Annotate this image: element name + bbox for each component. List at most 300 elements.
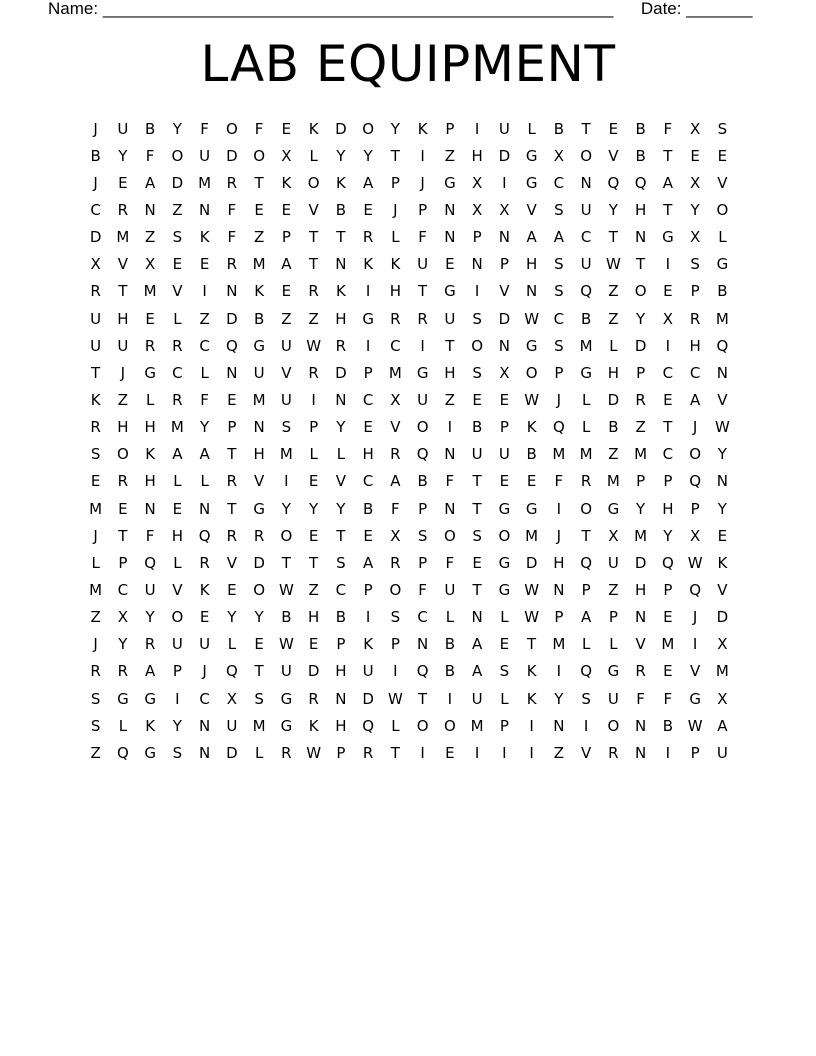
- grid-letter: Q: [416, 445, 429, 464]
- grid-letter: M: [116, 228, 130, 247]
- grid-letter: R: [117, 472, 129, 491]
- grid-letter: N: [444, 228, 456, 247]
- grid-letter: Q: [580, 553, 593, 572]
- grid-letter: D: [634, 336, 647, 355]
- grid-letter: U: [144, 580, 156, 599]
- grid-letter: N: [553, 580, 565, 599]
- grid-letter: N: [635, 716, 647, 735]
- header-line: [48, 0, 752, 20]
- grid-letter: N: [498, 228, 510, 247]
- grid-letter: L: [581, 390, 591, 409]
- grid-letter: L: [336, 445, 346, 464]
- grid-letter: R: [144, 635, 156, 654]
- grid-letter: T: [227, 445, 237, 464]
- grid-letter: S: [581, 689, 591, 708]
- grid-letter: C: [417, 608, 428, 627]
- grid-letter: X: [717, 689, 728, 708]
- grid-letter: S: [717, 119, 728, 138]
- grid-letter: X: [499, 200, 510, 219]
- grid-letter: S: [172, 228, 183, 247]
- grid-letter: P: [499, 255, 509, 274]
- grid-letter: P: [445, 119, 455, 138]
- grid-letter: Q: [144, 553, 157, 572]
- grid-letter: T: [118, 282, 128, 301]
- grid-letter: Y: [118, 635, 128, 654]
- grid-letter: P: [390, 635, 400, 654]
- grid-letter: E: [363, 200, 373, 219]
- grid-letter: S: [554, 336, 564, 355]
- grid-letter: M: [715, 662, 729, 681]
- grid-letter: Q: [634, 173, 647, 192]
- grid-letter: M: [89, 499, 103, 518]
- grid-letter: R: [90, 282, 101, 301]
- grid-letter: Q: [661, 553, 674, 572]
- grid-letter: E: [118, 173, 128, 192]
- grid-letter: E: [308, 526, 319, 545]
- grid-letter: X: [90, 255, 101, 274]
- grid-letter: X: [608, 526, 619, 545]
- grid-letter: E: [445, 743, 455, 762]
- grid-letter: N: [199, 200, 211, 219]
- grid-letter: I: [175, 689, 180, 708]
- grid-letter: Y: [254, 608, 264, 627]
- grid-letter: V: [226, 553, 237, 572]
- grid-letter: Y: [690, 200, 700, 219]
- grid-letter: K: [145, 716, 156, 735]
- grid-letter: H: [171, 526, 184, 545]
- grid-letter: D: [253, 553, 265, 572]
- grid-letter: Z: [281, 309, 292, 328]
- grid-letter: O: [171, 146, 184, 165]
- grid-letter: G: [498, 580, 511, 599]
- grid-letter: N: [199, 743, 211, 762]
- grid-letter: G: [498, 553, 511, 572]
- grid-letter: L: [718, 228, 727, 247]
- grid-letter: E: [199, 255, 210, 274]
- grid-letter: R: [226, 472, 238, 491]
- grid-letter: Z: [444, 146, 456, 165]
- grid-letter: M: [634, 526, 648, 545]
- grid-letter: M: [579, 336, 593, 355]
- grid-letter: Z: [608, 580, 619, 599]
- grid-letter: L: [309, 146, 318, 165]
- grid-letter: H: [144, 418, 156, 437]
- grid-letter: U: [471, 445, 483, 464]
- grid-letter: F: [200, 119, 209, 138]
- grid-letter: N: [444, 200, 456, 219]
- grid-letter: T: [336, 526, 346, 545]
- grid-letter: X: [471, 200, 483, 219]
- grid-letter: K: [199, 228, 210, 247]
- grid-letter: O: [225, 119, 238, 138]
- grid-letter: P: [309, 418, 319, 437]
- grid-letter: C: [362, 472, 374, 491]
- grid-letter: Y: [717, 499, 727, 518]
- grid-letter: M: [552, 635, 566, 654]
- grid-letter: M: [279, 445, 293, 464]
- grid-letter: E: [90, 472, 101, 491]
- grid-letter: R: [226, 173, 238, 192]
- grid-letter: O: [389, 580, 402, 599]
- grid-letter: V: [580, 743, 592, 762]
- grid-letter: L: [173, 309, 182, 328]
- grid-letter: L: [173, 472, 182, 491]
- grid-letter: Y: [636, 499, 646, 518]
- grid-letter: J: [93, 635, 98, 654]
- grid-letter: R: [308, 282, 319, 301]
- grid-letter: V: [172, 282, 183, 301]
- grid-letter: G: [525, 336, 538, 355]
- grid-letter: O: [307, 173, 320, 192]
- grid-letter: N: [144, 499, 156, 518]
- grid-letter: O: [471, 336, 484, 355]
- grid-letter: H: [553, 553, 565, 572]
- grid-letter: K: [526, 662, 537, 681]
- grid-letter: O: [634, 282, 647, 301]
- grid-letter: E: [254, 200, 264, 219]
- grid-letter: Z: [308, 309, 319, 328]
- grid-letter: C: [390, 336, 401, 355]
- grid-letter: E: [172, 499, 183, 518]
- grid-letter: U: [580, 255, 592, 274]
- grid-letter: U: [417, 390, 429, 409]
- grid-letter: D: [498, 309, 511, 328]
- grid-letter: L: [609, 336, 618, 355]
- grid-letter: X: [689, 228, 701, 247]
- grid-letter: K: [417, 119, 428, 138]
- grid-letter: L: [200, 363, 209, 382]
- grid-letter: S: [554, 200, 564, 219]
- grid-letter: J: [692, 608, 698, 627]
- grid-letter: Q: [362, 716, 375, 735]
- grid-letter: D: [525, 553, 538, 572]
- grid-letter: A: [390, 472, 401, 491]
- grid-letter: G: [498, 499, 511, 518]
- grid-letter: M: [252, 716, 266, 735]
- grid-letter: B: [553, 119, 565, 138]
- grid-letter: U: [117, 119, 129, 138]
- grid-letter: E: [308, 635, 319, 654]
- grid-letter: E: [717, 526, 728, 545]
- grid-letter: U: [607, 689, 619, 708]
- grid-letter: U: [199, 635, 211, 654]
- grid-letter: T: [663, 146, 673, 165]
- grid-letter: Z: [172, 200, 183, 219]
- grid-letter: L: [118, 716, 128, 735]
- grid-letter: O: [416, 716, 429, 735]
- grid-letter: H: [525, 255, 538, 274]
- grid-letter: I: [365, 336, 371, 355]
- grid-letter: Y: [717, 445, 727, 464]
- grid-letter: E: [227, 580, 237, 599]
- grid-letter: P: [336, 635, 346, 654]
- grid-letter: K: [281, 173, 292, 192]
- grid-letter: E: [499, 390, 510, 409]
- grid-letter: E: [608, 119, 619, 138]
- grid-letter: C: [199, 689, 210, 708]
- grid-letter: R: [580, 472, 592, 491]
- grid-letter: G: [117, 689, 129, 708]
- grid-letter: I: [665, 336, 671, 355]
- grid-letter: M: [552, 445, 566, 464]
- grid-letter: Y: [336, 146, 346, 165]
- grid-letter: J: [556, 526, 562, 545]
- grid-letter: A: [662, 173, 673, 192]
- grid-letter: R: [417, 309, 428, 328]
- grid-letter: E: [663, 282, 673, 301]
- grid-letter: B: [635, 146, 646, 165]
- grid-letter: R: [253, 526, 265, 545]
- grid-letter: S: [417, 526, 428, 545]
- grid-letter: R: [226, 255, 238, 274]
- grid-letter: Z: [90, 743, 101, 762]
- grid-letter: M: [170, 418, 184, 437]
- grid-letter: J: [556, 390, 562, 409]
- grid-letter: W: [687, 553, 703, 572]
- grid-letter: E: [663, 662, 673, 681]
- grid-letter: Q: [225, 662, 238, 681]
- grid-letter: L: [91, 553, 100, 572]
- grid-letter: T: [581, 526, 591, 545]
- grid-letter: M: [89, 580, 103, 599]
- grid-letter: L: [527, 119, 536, 138]
- grid-letter: I: [556, 662, 562, 681]
- grid-letter: N: [335, 390, 347, 409]
- grid-letter: L: [500, 689, 509, 708]
- grid-letter: H: [117, 418, 129, 437]
- grid-letter: I: [529, 716, 534, 735]
- grid-letter: T: [527, 635, 537, 654]
- grid-letter: O: [416, 418, 429, 437]
- grid-letter: X: [717, 635, 728, 654]
- grid-letter: I: [583, 716, 589, 735]
- grid-letter: D: [226, 743, 238, 762]
- grid-letter: T: [336, 228, 346, 247]
- grid-letter: D: [607, 390, 620, 409]
- grid-letter: P: [690, 282, 700, 301]
- grid-letter: P: [418, 200, 428, 219]
- grid-letter: P: [172, 662, 182, 681]
- grid-letter: C: [553, 309, 565, 328]
- grid-letter: O: [280, 526, 293, 545]
- grid-letter: C: [689, 363, 701, 382]
- grid-letter: C: [172, 363, 183, 382]
- grid-letter: H: [307, 608, 320, 627]
- grid-letter: I: [202, 282, 207, 301]
- grid-letter: R: [362, 228, 374, 247]
- grid-letter: C: [90, 200, 101, 219]
- grid-letter: N: [635, 228, 647, 247]
- grid-letter: E: [172, 255, 183, 274]
- grid-letter: U: [280, 662, 292, 681]
- grid-letter: T: [227, 499, 237, 518]
- grid-letter: G: [144, 363, 156, 382]
- grid-letter: T: [254, 173, 264, 192]
- grid-letter: T: [390, 146, 400, 165]
- grid-letter: B: [580, 309, 592, 328]
- grid-letter: U: [716, 743, 728, 762]
- grid-letter: M: [715, 309, 729, 328]
- grid-letter: Y: [336, 418, 346, 437]
- grid-letter: A: [553, 228, 564, 247]
- grid-letter: L: [445, 608, 455, 627]
- grid-letter: G: [144, 689, 156, 708]
- grid-letter: A: [471, 662, 483, 681]
- grid-letter: I: [502, 743, 507, 762]
- grid-letter: G: [280, 689, 293, 708]
- grid-letter: X: [144, 255, 156, 274]
- grid-letter: U: [226, 716, 238, 735]
- grid-letter: I: [474, 119, 480, 138]
- grid-letter: I: [311, 390, 316, 409]
- grid-letter: A: [362, 553, 374, 572]
- grid-letter: B: [144, 119, 156, 138]
- grid-letter: I: [665, 255, 671, 274]
- grid-letter: V: [717, 173, 728, 192]
- grid-letter: H: [662, 499, 674, 518]
- grid-letter: X: [689, 526, 701, 545]
- grid-letter: T: [281, 553, 291, 572]
- grid-letter: Q: [716, 336, 729, 355]
- grid-letter: Q: [416, 662, 429, 681]
- grid-letter: H: [335, 716, 347, 735]
- grid-letter: J: [420, 173, 425, 192]
- grid-letter: M: [634, 445, 648, 464]
- grid-letter: F: [227, 228, 237, 247]
- grid-letter: G: [525, 173, 538, 192]
- grid-letter: J: [120, 363, 126, 382]
- grid-letter: R: [199, 553, 210, 572]
- grid-letter: P: [663, 580, 673, 599]
- grid-letter: T: [309, 228, 319, 247]
- grid-letter: P: [390, 173, 400, 192]
- grid-letter: R: [308, 689, 319, 708]
- grid-letter: A: [717, 716, 728, 735]
- grid-letter: O: [253, 146, 266, 165]
- grid-letter: I: [447, 418, 453, 437]
- grid-letter: A: [580, 608, 592, 627]
- grid-letter: P: [608, 608, 618, 627]
- grid-letter: W: [278, 580, 294, 599]
- grid-letter: Q: [689, 472, 702, 491]
- grid-letter: L: [173, 553, 182, 572]
- grid-letter: I: [474, 743, 480, 762]
- grid-letter: X: [689, 173, 701, 192]
- grid-letter: D: [171, 173, 184, 192]
- grid-letter: I: [447, 689, 453, 708]
- grid-letter: F: [418, 580, 427, 599]
- grid-letter: G: [662, 228, 674, 247]
- grid-letter: L: [145, 390, 155, 409]
- grid-letter: O: [443, 526, 456, 545]
- grid-letter: Q: [580, 282, 593, 301]
- grid-letter: O: [443, 716, 456, 735]
- grid-letter: X: [471, 173, 483, 192]
- grid-letter: X: [662, 309, 674, 328]
- grid-letter: N: [335, 689, 347, 708]
- grid-letter: N: [144, 200, 156, 219]
- grid-letter: J: [93, 526, 98, 545]
- grid-letter: V: [526, 200, 537, 219]
- grid-letter: N: [417, 635, 429, 654]
- grid-letter: B: [362, 499, 374, 518]
- grid-letter: U: [199, 146, 211, 165]
- grid-letter: X: [689, 119, 701, 138]
- grid-letter: V: [608, 146, 619, 165]
- grid-letter: R: [308, 363, 319, 382]
- grid-letter: U: [607, 553, 619, 572]
- grid-letter: P: [499, 418, 509, 437]
- grid-letter: X: [390, 526, 401, 545]
- grid-letter: R: [362, 743, 374, 762]
- grid-letter: V: [172, 580, 183, 599]
- grid-letter: V: [335, 472, 346, 491]
- grid-letter: I: [474, 282, 480, 301]
- grid-letter: T: [309, 255, 319, 274]
- grid-letter: V: [717, 390, 728, 409]
- grid-letter: T: [309, 553, 319, 572]
- grid-letter: F: [227, 200, 237, 219]
- grid-letter: U: [90, 336, 102, 355]
- grid-letter: V: [281, 363, 292, 382]
- grid-letter: E: [363, 526, 373, 545]
- grid-letter: G: [362, 309, 374, 328]
- grid-letter: G: [253, 499, 265, 518]
- grid-letter: Z: [608, 282, 619, 301]
- grid-letter: J: [93, 119, 98, 138]
- grid-letter: W: [687, 716, 703, 735]
- grid-letter: C: [553, 173, 565, 192]
- grid-letter: A: [172, 445, 183, 464]
- grid-letter: L: [254, 743, 264, 762]
- grid-letter: X: [226, 689, 238, 708]
- grid-letter: O: [607, 716, 620, 735]
- grid-letter: G: [525, 146, 538, 165]
- grid-letter: U: [171, 635, 183, 654]
- grid-letter: A: [281, 255, 292, 274]
- grid-letter: N: [526, 282, 538, 301]
- grid-letter: U: [444, 309, 456, 328]
- grid-letter: J: [202, 662, 207, 681]
- grid-letter: T: [663, 418, 673, 437]
- grid-letter: M: [252, 390, 266, 409]
- grid-letter: V: [253, 472, 265, 491]
- grid-letter: K: [90, 390, 101, 409]
- grid-letter: N: [444, 445, 456, 464]
- grid-letter: N: [199, 716, 211, 735]
- grid-letter: O: [171, 608, 184, 627]
- grid-letter: E: [499, 472, 510, 491]
- grid-letter: E: [281, 119, 292, 138]
- grid-letter: M: [606, 472, 620, 491]
- grid-letter: U: [117, 336, 129, 355]
- grid-letter: R: [172, 390, 183, 409]
- grid-letter: X: [499, 363, 510, 382]
- grid-letter: G: [444, 282, 456, 301]
- grid-letter: Z: [253, 228, 265, 247]
- grid-letter: E: [663, 608, 673, 627]
- grid-letter: X: [553, 146, 565, 165]
- grid-letter: R: [390, 553, 401, 572]
- grid-letter: M: [388, 363, 402, 382]
- grid-letter: F: [663, 689, 673, 708]
- grid-letter: E: [118, 499, 128, 518]
- grid-letter: C: [199, 336, 210, 355]
- grid-letter: Z: [144, 228, 156, 247]
- grid-letter: P: [636, 363, 646, 382]
- grid-letter: T: [581, 119, 591, 138]
- grid-letter: E: [363, 418, 373, 437]
